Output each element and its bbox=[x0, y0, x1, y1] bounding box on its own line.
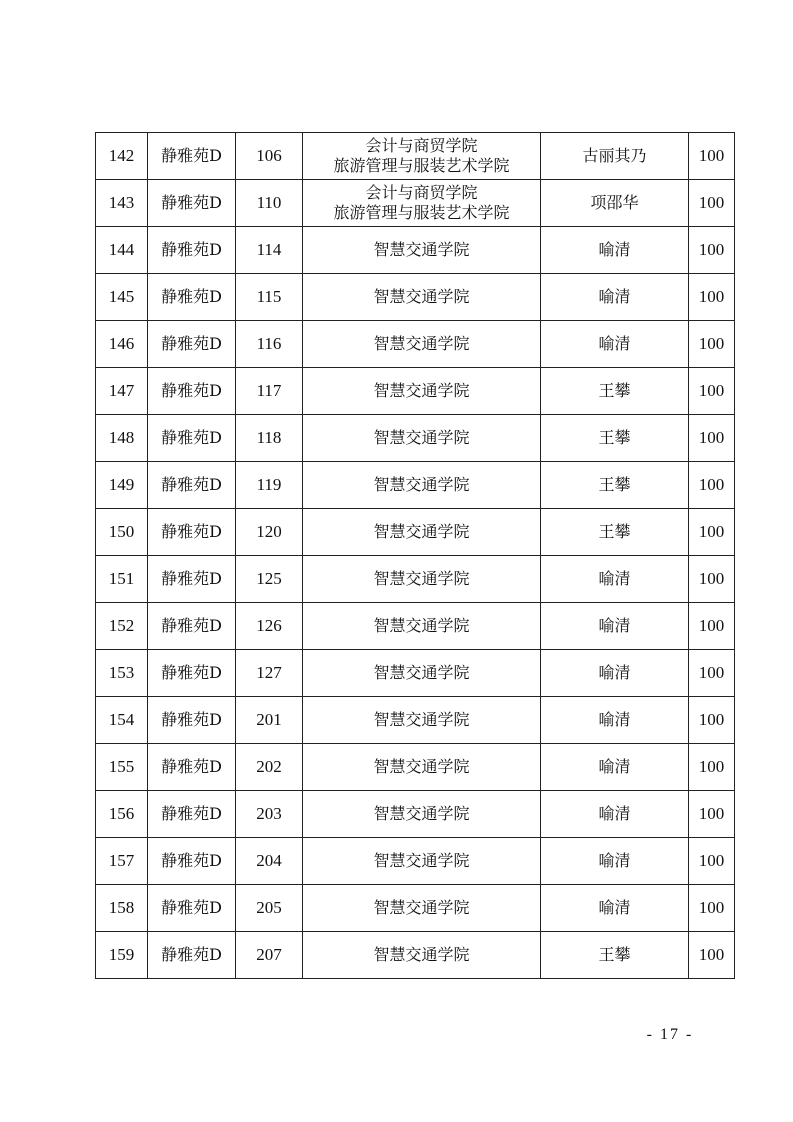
score-cell: 100 bbox=[689, 227, 735, 274]
college-cell bbox=[303, 791, 541, 838]
room-cell: 125 bbox=[236, 556, 303, 603]
college-name: 智慧交通学院 bbox=[373, 475, 470, 494]
building-cell: 静雅苑D bbox=[148, 697, 236, 744]
page-number: - 17 - bbox=[646, 1026, 694, 1043]
college-name: 会计与商贸学院 bbox=[365, 136, 478, 155]
score-cell: 100 bbox=[689, 791, 735, 838]
table-row bbox=[96, 744, 735, 791]
person-cell: 喻清 bbox=[541, 744, 689, 791]
dormitory-score-table bbox=[95, 132, 735, 979]
row-number-cell: 148 bbox=[96, 415, 148, 462]
table-row bbox=[96, 274, 735, 321]
room-cell: 201 bbox=[236, 697, 303, 744]
college-cell bbox=[303, 838, 541, 885]
college-name: 旅游管理与服装艺术学院 bbox=[333, 203, 510, 222]
score-cell: 100 bbox=[689, 556, 735, 603]
person-cell: 王攀 bbox=[541, 415, 689, 462]
row-number-cell: 145 bbox=[96, 274, 148, 321]
college-cell bbox=[303, 180, 541, 227]
college-cell bbox=[303, 885, 541, 932]
table-row bbox=[96, 462, 735, 509]
college-name: 智慧交通学院 bbox=[373, 804, 470, 823]
building-cell: 静雅苑D bbox=[148, 462, 236, 509]
table-row bbox=[96, 509, 735, 556]
row-number-cell: 149 bbox=[96, 462, 148, 509]
college-cell bbox=[303, 697, 541, 744]
college-name: 智慧交通学院 bbox=[373, 522, 470, 541]
building-cell: 静雅苑D bbox=[148, 650, 236, 697]
room-cell: 116 bbox=[236, 321, 303, 368]
building-cell: 静雅苑D bbox=[148, 274, 236, 321]
college-name: 智慧交通学院 bbox=[373, 569, 470, 588]
college-cell bbox=[303, 133, 541, 180]
table-row bbox=[96, 838, 735, 885]
room-cell: 203 bbox=[236, 791, 303, 838]
table-row bbox=[96, 133, 735, 180]
table-row bbox=[96, 180, 735, 227]
room-cell: 110 bbox=[236, 180, 303, 227]
row-number-cell: 146 bbox=[96, 321, 148, 368]
building-cell: 静雅苑D bbox=[148, 180, 236, 227]
college-cell bbox=[303, 274, 541, 321]
college-name: 智慧交通学院 bbox=[373, 334, 470, 353]
building-cell: 静雅苑D bbox=[148, 838, 236, 885]
score-cell: 100 bbox=[689, 321, 735, 368]
score-cell: 100 bbox=[689, 415, 735, 462]
room-cell: 202 bbox=[236, 744, 303, 791]
row-number-cell: 159 bbox=[96, 932, 148, 979]
table-row bbox=[96, 603, 735, 650]
score-cell: 100 bbox=[689, 180, 735, 227]
building-cell: 静雅苑D bbox=[148, 932, 236, 979]
person-cell: 喻清 bbox=[541, 791, 689, 838]
room-cell: 126 bbox=[236, 603, 303, 650]
table-row bbox=[96, 227, 735, 274]
college-name: 智慧交通学院 bbox=[373, 240, 470, 259]
person-cell: 喻清 bbox=[541, 650, 689, 697]
person-cell: 古丽其乃 bbox=[541, 133, 689, 180]
row-number-cell: 142 bbox=[96, 133, 148, 180]
college-name: 智慧交通学院 bbox=[373, 381, 470, 400]
room-cell: 127 bbox=[236, 650, 303, 697]
building-cell: 静雅苑D bbox=[148, 744, 236, 791]
person-cell: 喻清 bbox=[541, 885, 689, 932]
college-cell bbox=[303, 650, 541, 697]
college-cell bbox=[303, 509, 541, 556]
college-name: 智慧交通学院 bbox=[373, 428, 470, 447]
college-cell bbox=[303, 462, 541, 509]
person-cell: 喻清 bbox=[541, 838, 689, 885]
person-cell: 喻清 bbox=[541, 603, 689, 650]
score-cell: 100 bbox=[689, 462, 735, 509]
score-cell: 100 bbox=[689, 368, 735, 415]
score-cell: 100 bbox=[689, 603, 735, 650]
college-cell bbox=[303, 321, 541, 368]
room-cell: 115 bbox=[236, 274, 303, 321]
row-number-cell: 156 bbox=[96, 791, 148, 838]
college-cell bbox=[303, 227, 541, 274]
person-cell: 王攀 bbox=[541, 932, 689, 979]
person-cell: 喻清 bbox=[541, 227, 689, 274]
table-row bbox=[96, 321, 735, 368]
college-name: 智慧交通学院 bbox=[373, 851, 470, 870]
score-cell: 100 bbox=[689, 274, 735, 321]
college-name: 智慧交通学院 bbox=[373, 945, 470, 964]
table-body bbox=[96, 133, 735, 979]
row-number-cell: 150 bbox=[96, 509, 148, 556]
building-cell: 静雅苑D bbox=[148, 603, 236, 650]
row-number-cell: 158 bbox=[96, 885, 148, 932]
college-cell bbox=[303, 556, 541, 603]
score-cell: 100 bbox=[689, 133, 735, 180]
college-name: 会计与商贸学院 bbox=[365, 183, 478, 202]
room-cell: 205 bbox=[236, 885, 303, 932]
table-row bbox=[96, 791, 735, 838]
college-cell bbox=[303, 368, 541, 415]
room-cell: 207 bbox=[236, 932, 303, 979]
row-number-cell: 143 bbox=[96, 180, 148, 227]
building-cell: 静雅苑D bbox=[148, 509, 236, 556]
table-row bbox=[96, 650, 735, 697]
college-name: 智慧交通学院 bbox=[373, 710, 470, 729]
score-cell: 100 bbox=[689, 697, 735, 744]
person-cell: 项邵华 bbox=[541, 180, 689, 227]
score-cell: 100 bbox=[689, 932, 735, 979]
score-cell: 100 bbox=[689, 650, 735, 697]
score-cell: 100 bbox=[689, 885, 735, 932]
building-cell: 静雅苑D bbox=[148, 321, 236, 368]
building-cell: 静雅苑D bbox=[148, 227, 236, 274]
row-number-cell: 153 bbox=[96, 650, 148, 697]
table-row bbox=[96, 697, 735, 744]
table-row bbox=[96, 556, 735, 603]
row-number-cell: 157 bbox=[96, 838, 148, 885]
row-number-cell: 151 bbox=[96, 556, 148, 603]
person-cell: 王攀 bbox=[541, 462, 689, 509]
score-cell: 100 bbox=[689, 509, 735, 556]
college-name: 智慧交通学院 bbox=[373, 616, 470, 635]
room-cell: 118 bbox=[236, 415, 303, 462]
college-name: 智慧交通学院 bbox=[373, 663, 470, 682]
room-cell: 106 bbox=[236, 133, 303, 180]
room-cell: 204 bbox=[236, 838, 303, 885]
room-cell: 114 bbox=[236, 227, 303, 274]
college-name: 智慧交通学院 bbox=[373, 898, 470, 917]
building-cell: 静雅苑D bbox=[148, 133, 236, 180]
row-number-cell: 154 bbox=[96, 697, 148, 744]
college-cell bbox=[303, 932, 541, 979]
person-cell: 喻清 bbox=[541, 556, 689, 603]
row-number-cell: 144 bbox=[96, 227, 148, 274]
person-cell: 喻清 bbox=[541, 274, 689, 321]
room-cell: 117 bbox=[236, 368, 303, 415]
college-cell bbox=[303, 744, 541, 791]
building-cell: 静雅苑D bbox=[148, 885, 236, 932]
building-cell: 静雅苑D bbox=[148, 556, 236, 603]
table-row bbox=[96, 932, 735, 979]
person-cell: 喻清 bbox=[541, 697, 689, 744]
score-cell: 100 bbox=[689, 838, 735, 885]
person-cell: 喻清 bbox=[541, 321, 689, 368]
table-row bbox=[96, 885, 735, 932]
row-number-cell: 152 bbox=[96, 603, 148, 650]
college-cell bbox=[303, 415, 541, 462]
building-cell: 静雅苑D bbox=[148, 368, 236, 415]
room-cell: 119 bbox=[236, 462, 303, 509]
row-number-cell: 155 bbox=[96, 744, 148, 791]
row-number-cell: 147 bbox=[96, 368, 148, 415]
person-cell: 王攀 bbox=[541, 509, 689, 556]
college-cell bbox=[303, 603, 541, 650]
person-cell: 王攀 bbox=[541, 368, 689, 415]
building-cell: 静雅苑D bbox=[148, 791, 236, 838]
college-name: 智慧交通学院 bbox=[373, 287, 470, 306]
table-row bbox=[96, 415, 735, 462]
building-cell: 静雅苑D bbox=[148, 415, 236, 462]
table-row bbox=[96, 368, 735, 415]
college-name: 智慧交通学院 bbox=[373, 757, 470, 776]
college-name: 旅游管理与服装艺术学院 bbox=[333, 156, 510, 175]
room-cell: 120 bbox=[236, 509, 303, 556]
score-cell: 100 bbox=[689, 744, 735, 791]
